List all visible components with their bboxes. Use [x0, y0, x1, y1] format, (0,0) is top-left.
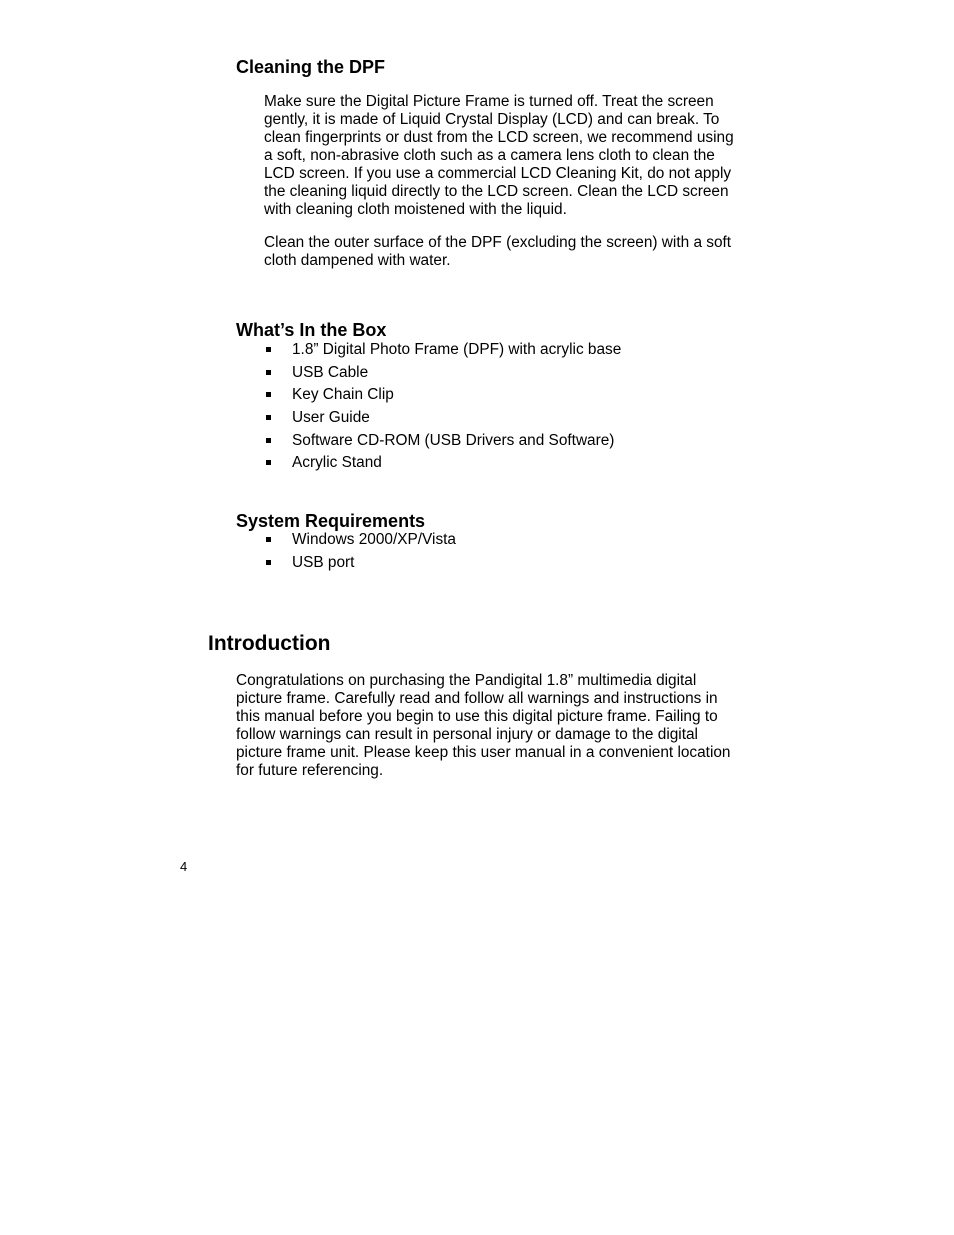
list-item [292, 386, 621, 409]
cleaning-paragraph-1: Make sure the Digital Picture Frame is turned off. Treat the screen gently, it is made of Liquid Crystal Display (LCD) and can break. To clean fingerprints or dust from the LCD screen, we recommend using a soft, non-abrasive cloth such as a camera lens cloth to clean the LCD screen. If you use a commercial LCD Cleaning Kit, do not apply the cleaning liquid directly to the LCD screen. Clean the LCD screen with cleaning cloth moistened with the liquid. [264, 93, 734, 218]
bullet-icon [266, 438, 271, 443]
box-item-label: Key Chain Clip [292, 386, 394, 404]
introduction-heading: Introduction [208, 632, 331, 655]
list-item [292, 364, 621, 387]
bullet-icon [266, 460, 271, 465]
requirement-item-label: Windows 2000/XP/Vista [292, 531, 456, 548]
box-item-label: Software CD-ROM (USB Drivers and Software) [292, 431, 615, 449]
requirement-item-label: USB port [292, 553, 355, 571]
list-item [292, 341, 621, 364]
introduction-paragraph: Congratulations on purchasing the Pandigital 1.8” multimedia digital picture frame. Carefully read and follow all warnings and instructions in this manual before you begin to use this digital picture frame. Failing to follow warnings can result in personal injury or damage to the digital picture frame unit. Please keep this user manual in a convenient location for future referencing. [236, 672, 731, 779]
list-item [292, 531, 456, 554]
list-item [292, 409, 621, 432]
list-item [292, 554, 456, 577]
bullet-icon [266, 370, 271, 375]
page-number: 4 [180, 859, 188, 874]
box-item-label: USB Cable [292, 363, 369, 381]
list-item [292, 432, 621, 455]
box-item-label: Acrylic Stand [292, 454, 382, 472]
bullet-icon [266, 392, 271, 397]
bullet-icon [266, 537, 271, 542]
requirements-heading: System Requirements [236, 511, 426, 531]
bullet-icon [266, 560, 271, 565]
bullet-icon [266, 415, 271, 420]
bullet-icon [266, 347, 271, 352]
list-item [292, 454, 621, 477]
box-heading: What’s In the Box [236, 320, 387, 340]
box-list [292, 341, 621, 477]
box-item-label: 1.8” Digital Photo Frame (DPF) with acrylic base [292, 341, 622, 358]
requirements-list [292, 531, 456, 576]
cleaning-heading: Cleaning the DPF [236, 57, 386, 77]
box-item-label: User Guide [292, 409, 370, 427]
cleaning-paragraph-2: Clean the outer surface of the DPF (excluding the screen) with a soft cloth dampened with water. [264, 234, 732, 269]
